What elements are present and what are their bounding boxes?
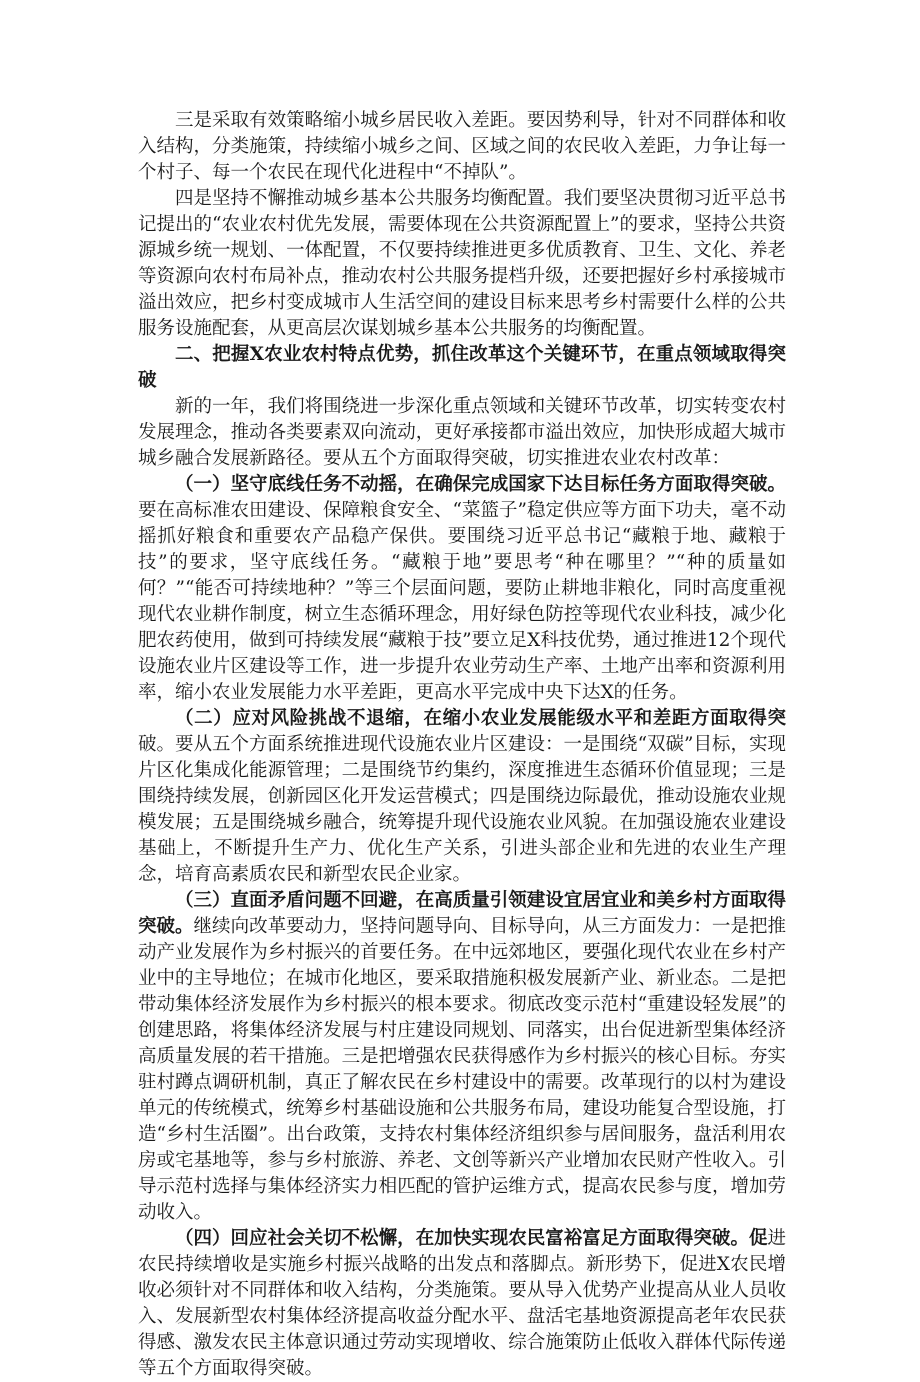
subsection-two-body: 破。要从五个方面系统推进现代设施农业片区建设：一是围绕“双碳”目标，实现片区化集成化能源管理；二是围绕节约集约，深度推进生态循环价值显现；三是围绕持续发展，创新园区化开发运营模式；四是围绕边际最优，推动设施农业规模发展；五是围绕城乡融合，统筹提升现代设施农业风貌。在加强设施农业建设基础上，不断提升生产力、优化生产关系，引进头部企业和先进的农业生产理念，培育高素质农民和新型农民企业家。 (138, 734, 786, 885)
paragraph-public-services: 四是坚持不懈推动城乡基本公共服务均衡配置。我们要坚决贯彻习近平总书记提出的“农业农村优先发展，需要体现在公共资源配置上”的要求，坚持公共资源城乡统一规划、一体配置，不仅要持续推进更多优质教育、卫生、文化、养老等资源向农村布局补点，推动农村公共服务提档升级，还要把握好乡村承接城市溢出效应，把乡村变成城市人生活空间的建设目标来思考乡村需要什么样的公共服务设施配套，从更高层次谋划城乡基本公共服务的均衡配置。 (138, 188, 786, 339)
subsection-one-lead: （一）坚守底线任务不动摇，在确保完成国家下达目标任务方面取得突破。 (175, 474, 786, 495)
document-page (138, 108, 786, 1382)
paragraph-subsection-one (138, 472, 786, 706)
paragraph-subsection-two (138, 706, 786, 888)
subsection-four-lead: （四）回应社会关切不松懈，在加快实现农民富裕富足方面取得突破。促 (175, 1228, 768, 1249)
subsection-three-lead: （三）直面矛盾问题不回避，在高质量引领建设宜居宜业和美乡村方面取得突破。 (138, 890, 786, 937)
paragraph-new-year-intro: 新的一年，我们将围绕进一步深化重点领域和关键环节改革，切实转变农村发展理念，推动各类要素双向流动，更好承接都市溢出效应，加快形成超大城市城乡融合发展新路径。要从五个方面取得突破，切实推进农业农村改革： (138, 396, 786, 469)
subsection-two-lead: （二）应对风险挑战不退缩，在缩小农业发展能级水平和差距方面取得突 (175, 708, 786, 729)
section-heading-two: 二、把握X农业农村特点优势，抓住改革这个关键环节，在重点领域取得突破 (138, 344, 786, 391)
paragraph-subsection-three (138, 888, 786, 1226)
subsection-three-body: 继续向改革要动力，坚持问题导向、目标导向，从三方面发力：一是把推动产业发展作为乡村振兴的首要任务。在中远郊地区，要强化现代农业在乡村产业中的主导地位；在城市化地区，要采取措施积极发展新产业、新业态。二是把带动集体经济发展作为乡村振兴的根本要求。彻底改变示范村“重建设轻发展”的创建思路，将集体经济发展与村庄建设同规划、同落实，出台促进新型集体经济高质量发展的若干措施。三是把增强农民获得感作为乡村振兴的核心目标。夯实驻村蹲点调研机制，真正了解农民在乡村建设中的需要。改革现行的以村为建设单元的传统模式，统筹乡村基础设施和公共服务布局，建设功能复合型设施，打造“乡村生活圈”。出台政策，支持农村集体经济组织参与居间服务，盘活利用农房或宅基地等，参与乡村旅游、养老、文创等新兴产业增加农民财产性收入。引导示范村选择与集体经济实力相匹配的管护运维方式，提高农民参与度，增加劳动收入。 (138, 916, 786, 1223)
subsection-one-body: 要在高标准农田建设、保障粮食安全、“菜篮子”稳定供应等方面下功夫，毫不动摇抓好粮食和重要农产品稳产保供。要围绕习近平总书记“藏粮于地、藏粮于技”的要求，坚守底线任务。“藏粮于地”要思考“种在哪里？”“种的质量如何？”“能否可持续地种？”等三个层面问题，要防止耕地非粮化，同时高度重视现代农业耕作制度，树立生态循环理念，用好绿色防控等现代农业科技，减少化肥农药使用，做到可持续发展“藏粮于技”要立足X科技优势，通过推进12个现代设施农业片区建设等工作，进一步提升农业劳动生产率、土地产出率和资源利用率，缩小农业发展能力水平差距，更高水平完成中央下达X的任务。 (138, 500, 786, 703)
paragraph-subsection-four (138, 1226, 786, 1382)
paragraph-income-gap: 三是采取有效策略缩小城乡居民收入差距。要因势利导，针对不同群体和收入结构，分类施策，持续缩小城乡之间、区域之间的农民收入差距，力争让每一个村子、每一个农民在现代化进程中“不掉队”。 (138, 110, 786, 183)
subsection-four-body: 进农民持续增收是实施乡村振兴战略的出发点和落脚点。新形势下，促进X农民增收必须针对不同群体和收入结构，分类施策。要从导入优势产业提高从业人员收入、发展新型农村集体经济提高收益分配水平、盘活宅基地资源提高老年农民获得感、激发农民主体意识通过劳动实现增收、综合施策防止低收入群体代际传递等五个方面取得突破。 (138, 1228, 786, 1379)
